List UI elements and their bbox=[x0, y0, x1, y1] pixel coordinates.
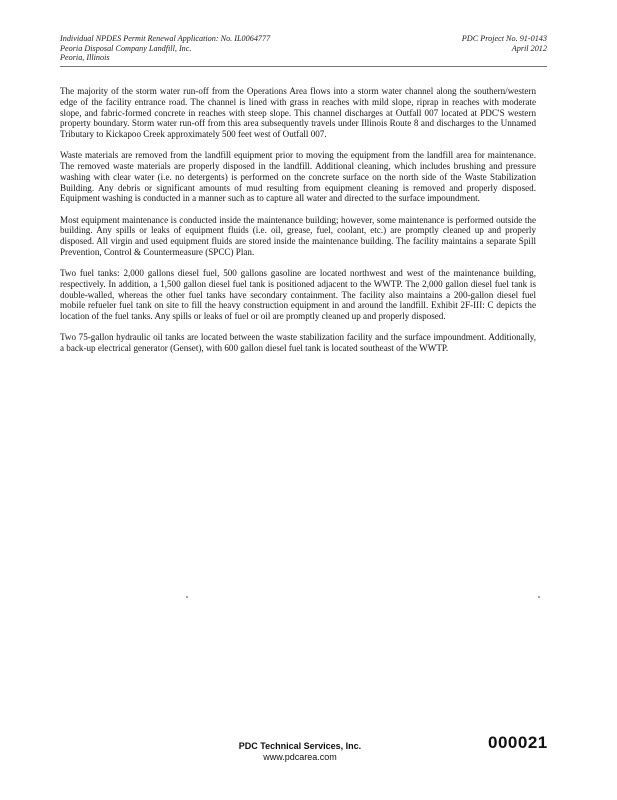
footer bbox=[200, 741, 400, 763]
footer-website: www.pdcarea.com bbox=[263, 752, 337, 762]
header-project-number: PDC Project No. 91-0143 bbox=[461, 34, 547, 43]
header-permit-line: Individual NPDES Permit Renewal Application: No. IL0064777 bbox=[60, 34, 271, 43]
paragraph-hydraulic-tanks: Two 75-gallon hydraulic oil tanks are located between the waste stabilization facility and the surface impoundment. Additionally, a back-up electrical generator (Genset), with 600 gallon diesel fuel tank is located southeast of the WWTP. bbox=[60, 332, 536, 353]
paragraph-waste-removal: Waste materials are removed from the landfill equipment prior to moving the equipment from the landfill area for maintenance. The removed waste materials are properly disposed in the landfill. Additional cleaning, which includes brushing and pressure washing with clear water (i.e. no detergents) is performed on the concrete surface on the north side of the Waste Stabilization Building. Any debris or significant amounts of mud resulting from equipment cleaning is removed and properly disposed. Equipment washing is conducted in a manner such as to capture all water and directed to the surface impoundment. bbox=[60, 150, 536, 204]
scan-speck bbox=[186, 596, 188, 598]
scan-speck bbox=[538, 596, 540, 598]
header-divider bbox=[60, 66, 547, 67]
document-body bbox=[60, 86, 536, 364]
paragraph-equipment-maintenance: Most equipment maintenance is conducted inside the maintenance building; however, some maintenance is performed outside the building. Any spills or leaks of equipment fluids (i.e. oil, grease, fuel, coolant, etc.) are promptly cleaned up and properly disposed. All virgin and used equipment fluids are stored inside the maintenance building. The facility maintains a separate Spill Prevention, Control & Countermeasure (SPCC) Plan. bbox=[60, 214, 536, 257]
header-company-line: Peoria Disposal Company Landfill, Inc. bbox=[60, 43, 192, 53]
header-location-line: Peoria, Illinois bbox=[60, 53, 110, 63]
page-number: 000021 bbox=[488, 733, 548, 752]
header-date: April 2012 bbox=[511, 43, 547, 53]
header-left bbox=[60, 34, 360, 63]
footer-company: PDC Technical Services, Inc. bbox=[238, 741, 362, 751]
header-right bbox=[387, 34, 547, 53]
paragraph-storm-water: The majority of the storm water run-off from the Operations Area flows into a storm water channel along the southern/western edge of the facility entrance road. The channel is lined with grass in reaches with mild slope, riprap in reaches with moderate slope, and fabric-formed concrete in reaches with steep slope. This channel discharges at Outfall 007 located at PDC'S western property boundary. Storm water run-off from this area subsequently travels under Illinois Route 8 and discharges to the Unnamed Tributary to Kickapoo Creek approximately 500 feet west of Outfall 007. bbox=[60, 86, 536, 139]
paragraph-fuel-tanks: Two fuel tanks: 2,000 gallons diesel fuel, 500 gallons gasoline are located northwest and west of the maintenance building, respectively. In addition, a 1,500 gallon diesel fuel tank is positioned adjacent to the WWTP. The 2,000 gallon diesel fuel tank is double-walled, whereas the other fuel tanks have secondary containment. The facility also maintains a 200-gallon diesel fuel mobile refueler fuel tank on site to fill the heavy construction equipment in and around the landfill. Exhibit 2F-III: C depicts the location of the fuel tanks. Any spills or leaks of fuel or oil are promptly cleaned up and properly disposed. bbox=[60, 268, 536, 321]
